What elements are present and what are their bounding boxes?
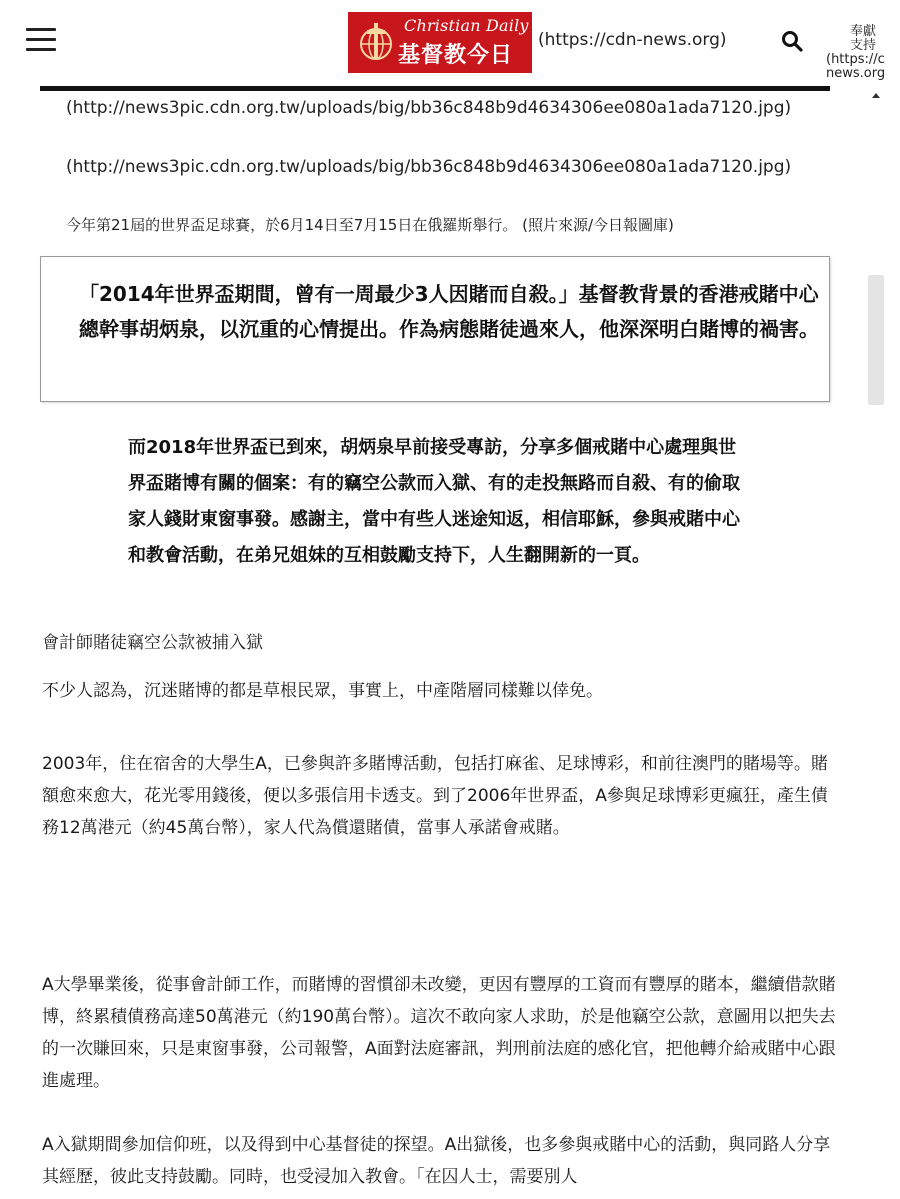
support-url-line1: (https://c	[826, 52, 885, 67]
article-paragraph: 2003年，住在宿舍的大學生A，已參與許多賭博活動，包括打麻雀、足球博彩，和前往澳門的賭場等。賭額愈來愈大，花光零用錢後，便以多張信用卡透支。到了2006年世界盃，A參與足球博彩更瘋狂，產生債務12萬港元（約45萬台幣），家人代為償還賭債，當事人承諾會戒賭。	[42, 754, 828, 838]
scroll-up-arrow-icon[interactable]	[872, 93, 880, 98]
logo-link-url[interactable]: (https://cdn-news.org)	[538, 30, 727, 50]
header-divider	[40, 86, 830, 91]
section-subheading: 會計師賭徒竊空公款被捕入獄	[42, 633, 263, 653]
donate-support-link[interactable]	[826, 25, 900, 81]
article-paragraph: A大學畢業後，從事會計師工作，而賭博的習慣卻未改變，更因有豐厚的工資而有豐厚的賭本，繼續借款賭博，終累積債務高達50萬港元（約190萬台幣）。這次不敢向家人求助，於是他竊空公款，意圖用以把失去的一次賺回來，只是東窗事發，公司報警，A面對法庭審訊，判刑前法庭的感化官，把他轉介給戒賭中心跟進處理。	[42, 975, 836, 1091]
support-label-offering: 奉獻	[849, 24, 876, 39]
site-header	[0, 0, 900, 92]
support-url-line2: news.org	[826, 66, 886, 81]
search-icon[interactable]	[781, 30, 803, 52]
globe-cross-logo-icon	[356, 22, 396, 62]
pull-quote-text: 「2014年世界盃期間，曾有一周最少3人因賭而自殺。」基督教背景的香港戒賭中心總幹事胡炳泉，以沉重的心情提出。作為病態賭徒過來人，他深深明白賭博的禍害。	[79, 282, 819, 341]
pull-quote-box	[40, 256, 830, 402]
article-paragraph: 不少人認為，沉迷賭博的都是草根民眾，事實上，中產階層同樣難以倖免。	[42, 681, 603, 701]
logo-english-text: Christian Daily	[404, 16, 529, 35]
article-intro: 而2018年世界盃已到來，胡炳泉早前接受專訪，分享多個戒賭中心處理與世界盃賭博有關的個案：有的竊空公款而入獄、有的走投無路而自殺、有的偷取家人錢財東窗事發。感謝主，當中有些人迷途知返，相信耶穌，參與戒賭中心和教會活動，在弟兄姐妹的互相鼓勵支持下，人生翻開新的一頁。	[128, 437, 740, 566]
article-paragraph: A入獄期間參加信仰班，以及得到中心基督徒的探望。A出獄後，也多參與戒賭中心的活動，與同路人分享其經歷，彼此支持鼓勵。同時，也受浸加入教會。「在囚人士，需要別人	[42, 1135, 831, 1187]
support-label-support: 支持	[849, 38, 876, 53]
site-logo[interactable]	[348, 12, 532, 73]
photo-caption: 今年第21屆的世界盃足球賽，於6月14日至7月15日在俄羅斯舉行。 (照片來源/今日報圖庫)	[66, 216, 674, 234]
hamburger-menu-icon[interactable]	[26, 28, 56, 52]
scrollbar-thumb[interactable]	[868, 275, 884, 405]
image-url-text[interactable]: (http://news3pic.cdn.org.tw/uploads/big/bb36c848b9d4634306ee080a1ada7120.jpg)	[66, 98, 792, 118]
image-url-text[interactable]: (http://news3pic.cdn.org.tw/uploads/big/bb36c848b9d4634306ee080a1ada7120.jpg)	[66, 157, 792, 177]
logo-chinese-text: 基督教今日	[398, 42, 514, 68]
